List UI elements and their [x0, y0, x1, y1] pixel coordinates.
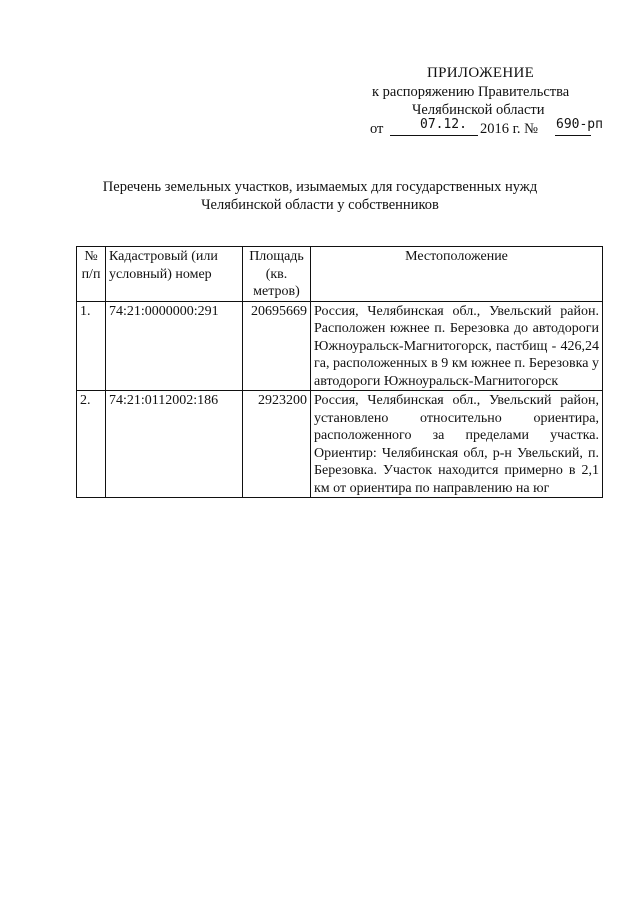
appendix-title: ПРИЛОЖЕНИЕ: [427, 65, 535, 81]
cadastral-number: 74:21:0000000:291: [106, 301, 243, 391]
parcel-location: Россия, Челябинская обл., Увельский район. Расположен южнее п. Березовка до автодороги Южноуральск-Магнитогорск, пастбищ - 426,24 га, расположенных в 9 км южнее п. Березовка у автодороги Южноуральск-Магнитогорск: [311, 301, 603, 391]
table-row: [77, 301, 603, 391]
table-row: [77, 391, 603, 498]
date-underline: [390, 135, 478, 136]
col-header-area: Площадь (кв. метров): [243, 247, 311, 302]
parcel-location: Россия, Челябинская обл., Увельский район, установлено относительно ориентира, расположенного за пределами участка. Ориентир: Челябинская обл, р-н Увельский, п. Березовка. Участок находится примерно в 2,1 км от ориентира по направлению на юг: [311, 391, 603, 498]
date-prefix: от: [370, 121, 384, 137]
col-header-cadastral: Кадастровый (или условный) номер: [106, 247, 243, 302]
document-heading-line1: Перечень земельных участков, изымаемых для государственных нужд: [102, 179, 538, 195]
table-header-row: [77, 247, 603, 302]
parcel-area: 20695669: [243, 301, 311, 391]
land-parcels-table: [76, 246, 603, 498]
document-heading: [0, 178, 640, 214]
year-and-number-label: 2016 г. №: [480, 121, 539, 137]
appendix-header: [0, 0, 640, 140]
parcel-area: 2923200: [243, 391, 311, 498]
document-heading-line2: Челябинской области у собственников: [201, 197, 439, 213]
appendix-subtitle-line2: Челябинской области: [412, 102, 545, 118]
col-header-location: Местоположение: [311, 247, 603, 302]
number-underline: [555, 135, 591, 136]
cadastral-number: 74:21:0112002:186: [106, 391, 243, 498]
row-number: 2.: [77, 391, 106, 498]
decree-date: 07.12.: [420, 117, 467, 132]
col-header-number: № п/п: [77, 247, 106, 302]
row-number: 1.: [77, 301, 106, 391]
decree-number: 690-рп: [556, 117, 603, 132]
appendix-subtitle-line1: к распоряжению Правительства: [372, 84, 570, 100]
